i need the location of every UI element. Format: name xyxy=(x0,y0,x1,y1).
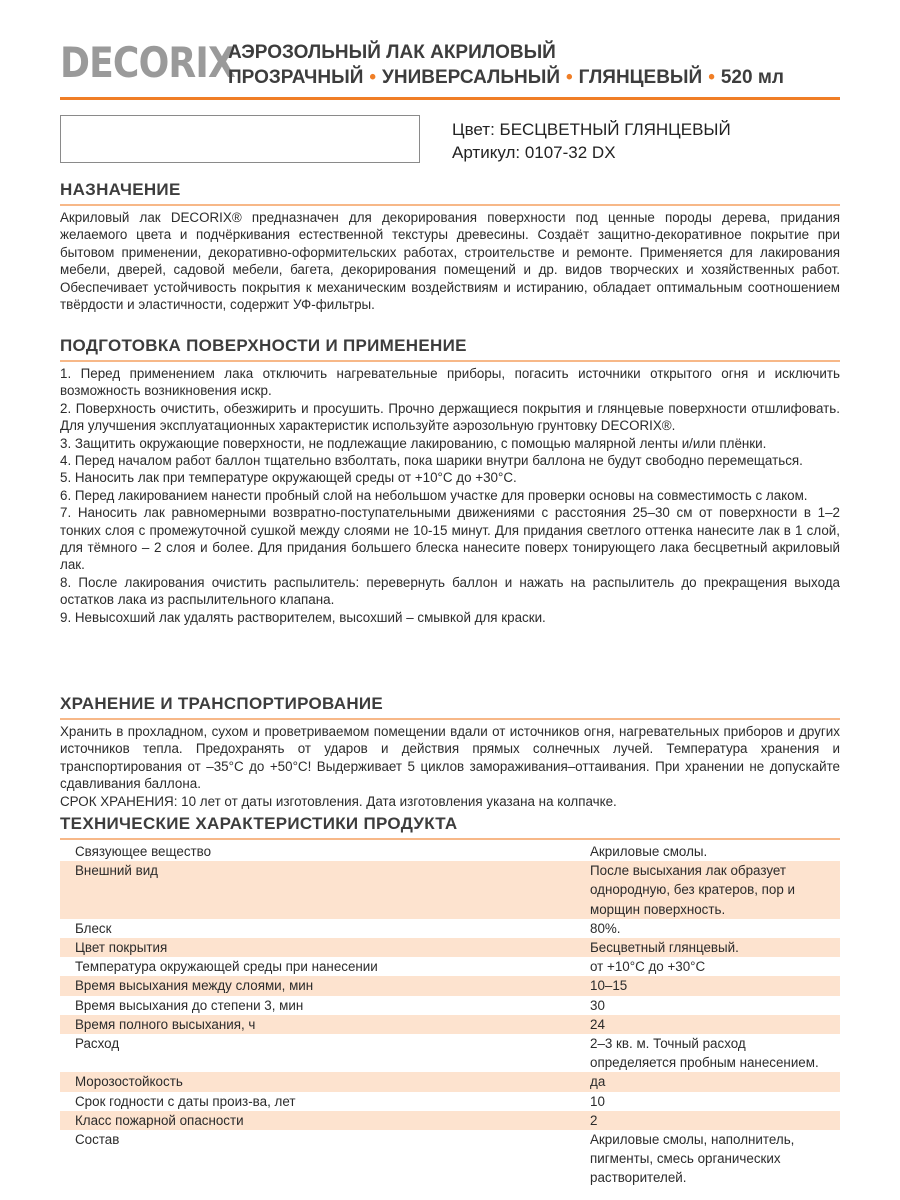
table-row xyxy=(60,957,840,976)
section-storage xyxy=(60,692,840,810)
spec-value: да xyxy=(590,1072,840,1091)
application-step: 2. Поверхность очистить, обезжирить и просушить. Прочно держащиеся покрытия и глянцевые поверхности отшлифовать. Для улучшения эксплуатационных характеристик используйте аэрозольную грунтовку DECORIX®. xyxy=(60,400,840,434)
table-row xyxy=(60,842,840,861)
table-row xyxy=(60,1130,840,1188)
title-attr-transparent: ПРОЗРАЧНЫЙ xyxy=(228,67,364,88)
spec-value: Акриловые смолы. xyxy=(590,844,708,859)
spec-key: Морозостойкость xyxy=(60,1072,590,1091)
shelf-life: СРОК ХРАНЕНИЯ: 10 лет от даты изготовления. Дата изготовления указана на колпачке. xyxy=(60,793,617,809)
title-volume: 520 мл xyxy=(720,67,784,88)
product-title xyxy=(228,40,784,90)
section-title: ТЕХНИЧЕСКИЕ ХАРАКТЕРИСТИКИ ПРОДУКТА xyxy=(60,814,458,833)
spec-key: Время полного высыхания, ч xyxy=(60,1015,590,1034)
section-divider xyxy=(60,838,840,840)
application-step: 8. После лакирования очистить распылитель: перевернуть баллон и нажать на распылитель до прекращения выхода остатков лака из распылительного клапана. xyxy=(60,574,840,608)
application-step: 5. Наносить лак при температуре окружающей среды от +10°С до +30°С. xyxy=(60,470,517,486)
table-row xyxy=(60,1034,840,1072)
table-row xyxy=(60,976,840,995)
application-step: 4. Перед началом работ баллон тщательно взболтать, пока шарики внутри баллона не будут свободно перемещаться. xyxy=(60,453,803,469)
table-row xyxy=(60,938,840,957)
section-divider xyxy=(60,360,840,362)
storage-conditions: Хранить в прохладном, сухом и проветриваемом помещении вдали от источников огня, нагревательных приборов и других источников тепла. Предохранять от ударов и действия прямых солнечных лучей. Температура хранения и транспортирования от –35°С до +50°С! Выдерживает 5 циклов замораживания–оттаивания. При хранении не допускайте сдавливания баллона. xyxy=(60,724,840,792)
table-row xyxy=(60,1015,840,1034)
title-attr-glossy: ГЛЯНЦЕВЫЙ xyxy=(578,67,703,88)
application-step: 3. Защитить окружающие поверхности, не подлежащие лакированию, с помощью малярной ленты и/или плёнки. xyxy=(60,435,767,451)
spec-value: Бесцветный глянцевый. xyxy=(590,938,840,957)
application-step: 7. Наносить лак равномерными возвратно-поступательными движениями с расстояния 25–30 см от поверхности в 1–2 тонких слоя с промежуточной сушкой между слоями не 10-15 минут. Для придания светлого оттенка нанесите лак в 1 слой, для тёмного – 2 слоя и более. Для придания большего блеска нанесите поверх тонирующего лака бесцветный акриловый лак. xyxy=(60,505,840,573)
application-step: 1. Перед применением лака отключить нагревательные приборы, погасить источники открытого огня и исключить возможность возникновения искр. xyxy=(60,366,840,399)
spec-value: После высыхания лак образует однородную, без кратеров, пор и морщин поверхность. xyxy=(590,861,840,919)
section-purpose xyxy=(60,178,840,313)
header-divider xyxy=(60,97,840,100)
section-divider xyxy=(60,718,840,720)
table-row xyxy=(60,1092,840,1111)
spec-key: Цвет покрытия xyxy=(60,938,590,957)
spec-key: Внешний вид xyxy=(60,861,590,919)
spec-key: Время высыхания между слоями, мин xyxy=(60,976,590,995)
document-header xyxy=(60,38,840,96)
spec-key: Класс пожарной опасности xyxy=(60,1111,590,1130)
purpose-text: Акриловый лак DECORIX® предназначен для декорирования поверхности под ценные породы дерева, придания желаемого цвета и подчёркивания естественной текстуры древесины. Создаёт защитно-декоративное покрытие при бытовом применении, декоративно-оформительских работах, строительстве и ремонте. Применяется для лакирования мебели, дверей, садовой мебели, багета, декорирования помещений и др. видов творческих и хозяйственных работ. Обеспечивает устойчивость покрытия к механическим воздействиям и истиранию, обладает оптимальным соотношением твёрдости и эластичности, содержит УФ-фильтры. xyxy=(60,210,840,313)
section-title: НАЗНАЧЕНИЕ xyxy=(60,180,181,199)
article-label: Артикул: 0107-32 DX xyxy=(452,143,616,162)
bullet-separator: • xyxy=(566,67,573,88)
table-row xyxy=(60,861,840,919)
product-info xyxy=(452,118,731,164)
product-title-line2 xyxy=(228,65,784,90)
spec-key: Состав xyxy=(75,1132,120,1148)
spec-key: Время высыхания до степени 3, мин xyxy=(75,997,304,1013)
spec-key: Расход xyxy=(75,1036,120,1052)
spec-value: 30 xyxy=(590,997,605,1013)
section-application xyxy=(60,334,840,626)
table-row xyxy=(60,919,840,938)
color-label: Цвет: БЕСЦВЕТНЫЙ ГЛЯНЦЕВЫЙ xyxy=(452,120,731,139)
table-row xyxy=(60,1111,840,1130)
section-title: ХРАНЕНИЕ И ТРАНСПОРТИРОВАНИЕ xyxy=(60,694,384,713)
section-divider xyxy=(60,204,840,206)
spec-value: 24 xyxy=(590,1015,840,1034)
application-step: 9. Невысохший лак удалять растворителем, высохший – смывкой для краски. xyxy=(60,609,546,625)
product-title-line1: АЭРОЗОЛЬНЫЙ ЛАК АКРИЛОВЫЙ xyxy=(228,42,556,63)
brand-logo: DECORIX xyxy=(60,38,235,87)
spec-value: 10 xyxy=(590,1093,605,1109)
section-title: ПОДГОТОВКА ПОВЕРХНОСТИ И ПРИМЕНЕНИЕ xyxy=(60,336,467,355)
application-steps xyxy=(60,365,840,626)
color-swatch-box xyxy=(60,115,420,163)
spec-key: Срок годности с даты произ-ва, лет xyxy=(75,1093,296,1109)
table-row xyxy=(60,1072,840,1091)
bullet-separator: • xyxy=(369,67,377,88)
bullet-separator: • xyxy=(708,67,715,88)
spec-key: Блеск xyxy=(75,920,112,936)
spec-value: 2 xyxy=(590,1111,840,1130)
storage-text xyxy=(60,723,840,810)
title-attr-universal: УНИВЕРСАЛЬНЫЙ xyxy=(382,67,560,88)
spec-key: Температура окружающей среды при нанесении xyxy=(75,959,378,975)
spec-value: Акриловые смолы, наполнитель, пигменты, смесь органических растворителей. xyxy=(590,1132,795,1186)
specs-table xyxy=(60,842,840,1188)
spec-key: Связующее вещество xyxy=(75,844,212,859)
spec-value: 2–3 кв. м. Точный расход определяется пробным нанесением. xyxy=(590,1036,819,1071)
spec-value: от +10°С до +30°С xyxy=(590,959,706,975)
spec-value: 80%. xyxy=(590,920,621,936)
application-step: 6. Перед лакированием нанести пробный слой на небольшом участке для проверки основы на совместимость с лаком. xyxy=(60,487,808,503)
section-specs xyxy=(60,812,840,843)
table-row xyxy=(60,996,840,1015)
spec-value: 10–15 xyxy=(590,976,840,995)
